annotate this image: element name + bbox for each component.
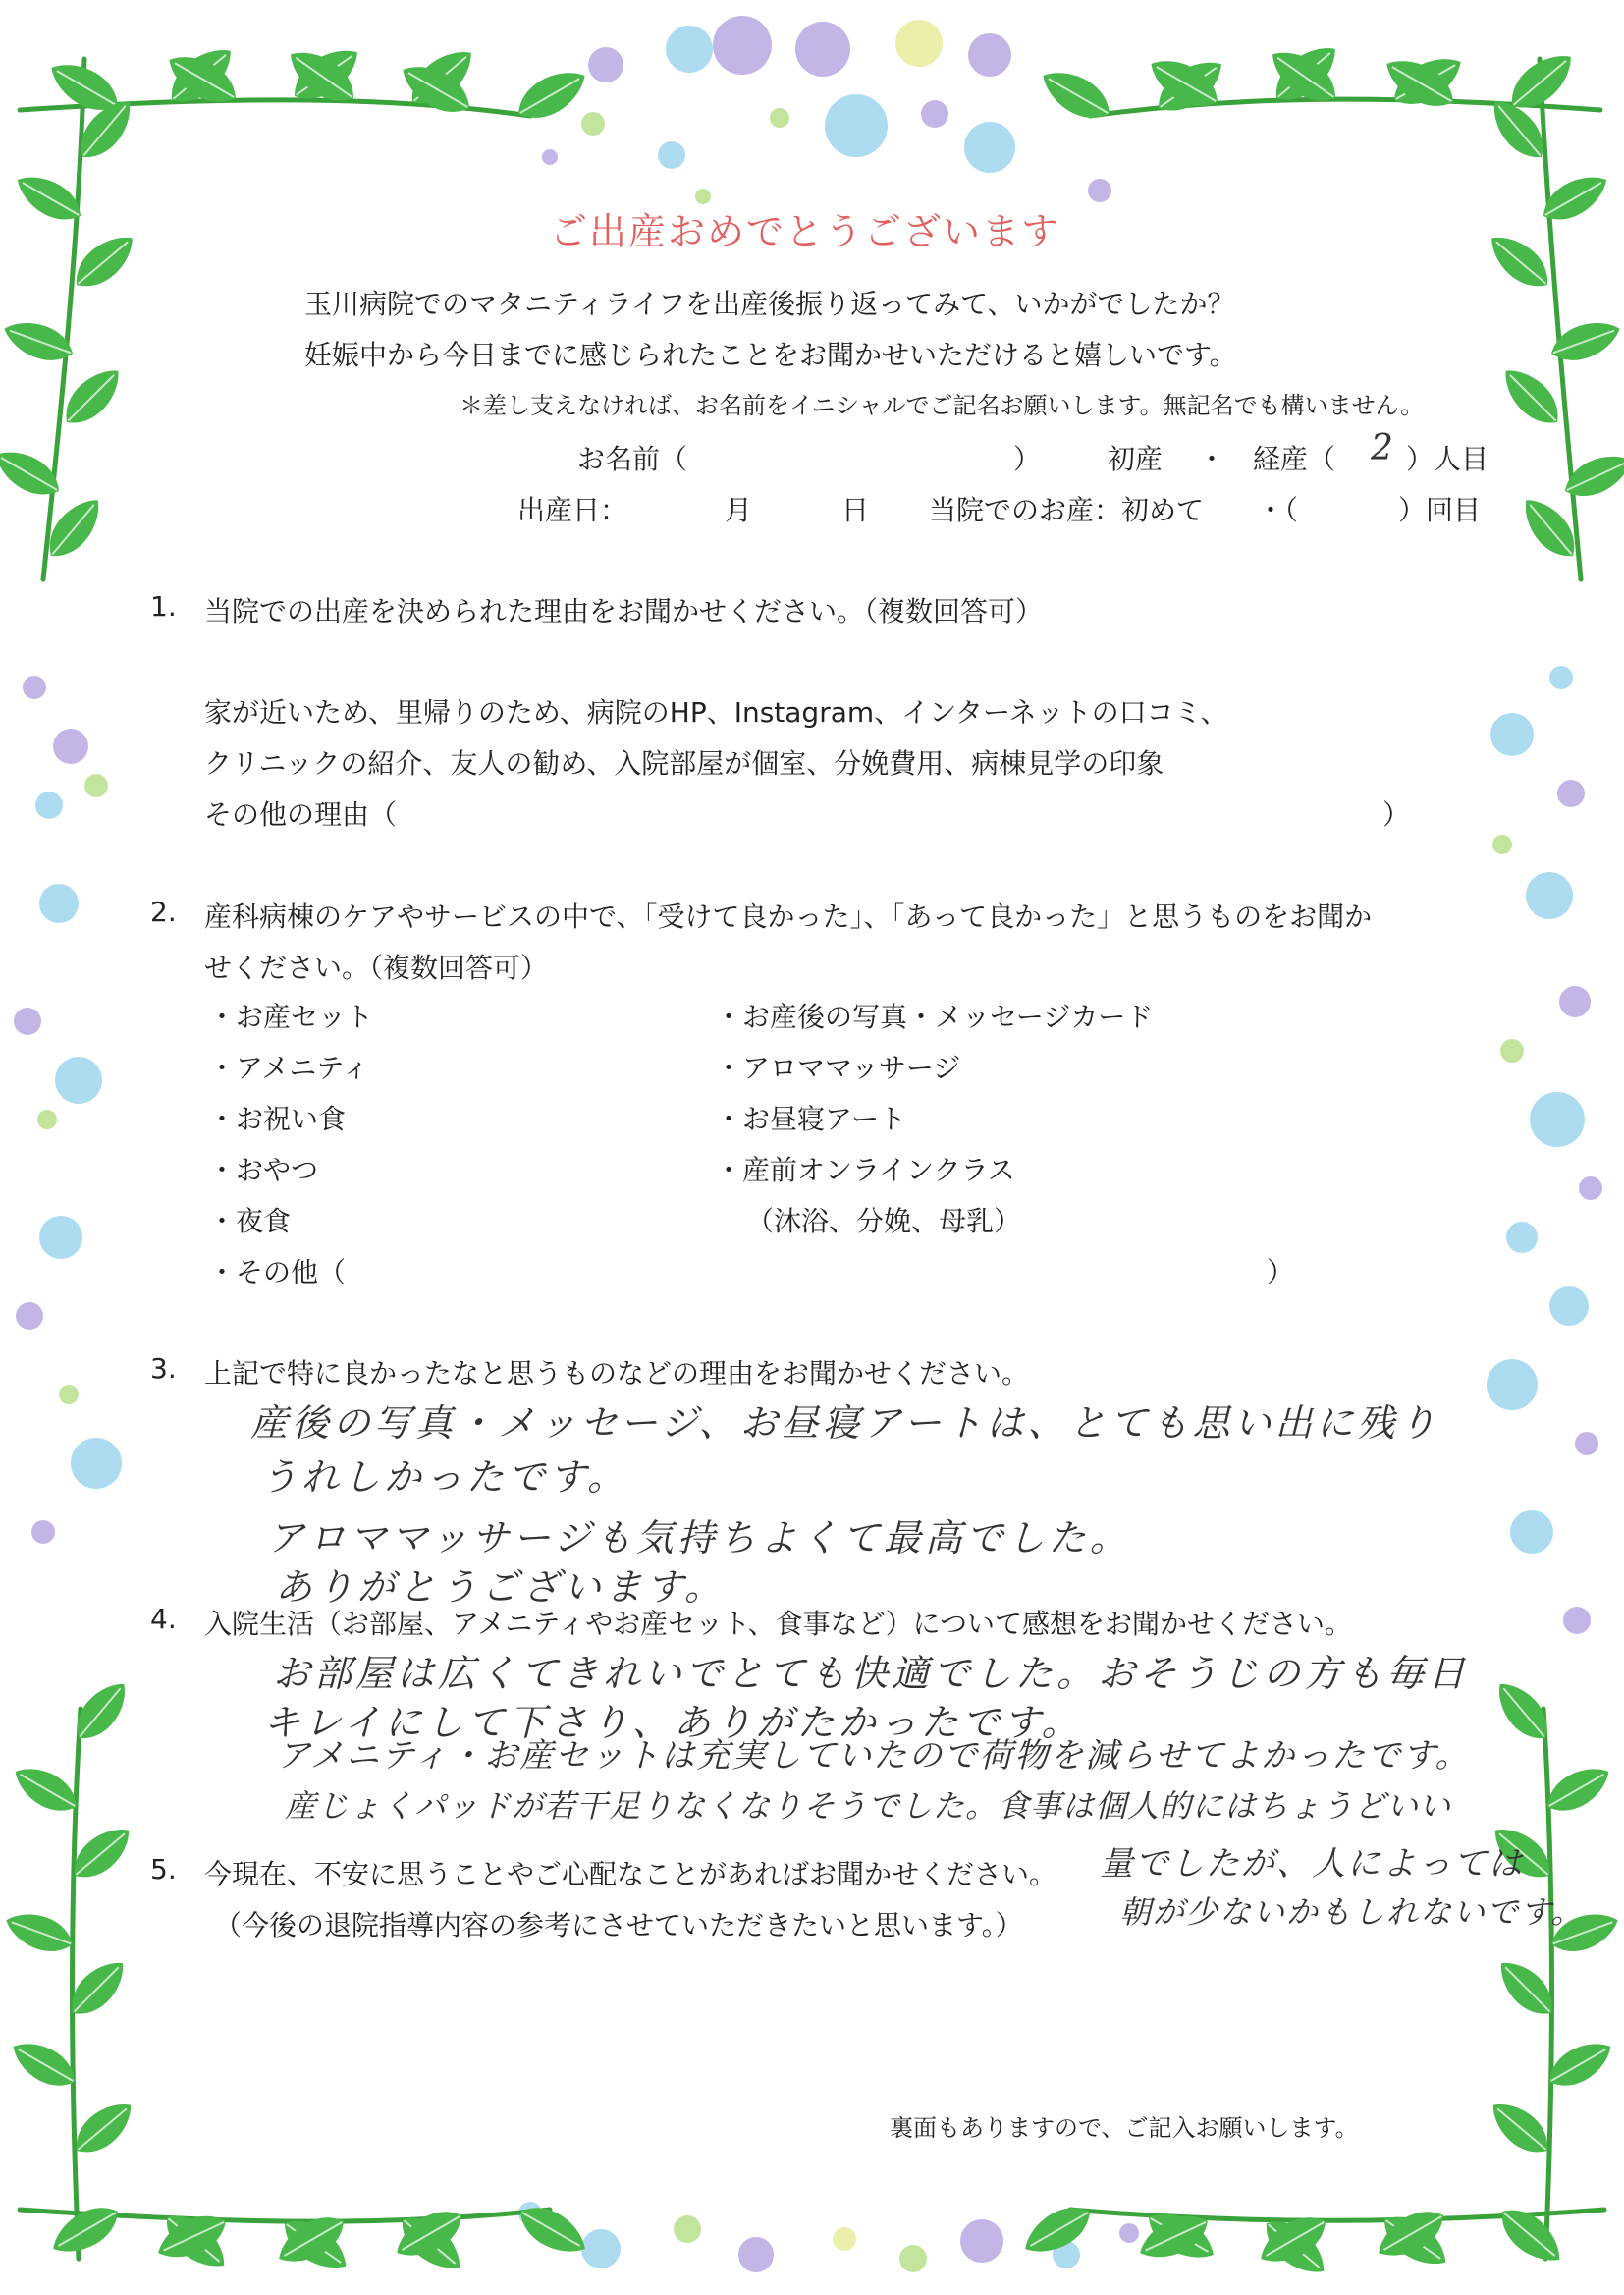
first-birth-option: 初産	[1108, 443, 1164, 475]
q3-number: 3.	[150, 1352, 177, 1385]
q2-option-photo-card: ・お産後の写真・メッセージカード	[715, 1001, 1154, 1033]
q2-option-celebration-meal: ・お祝い食	[208, 1103, 347, 1135]
page-title: ご出産おめでとうございます	[550, 210, 1061, 253]
q2-option-other: ・その他（	[208, 1256, 347, 1288]
birth-count-suffix: ）回目	[1398, 494, 1482, 526]
dot-separator: ・	[1198, 443, 1226, 475]
q2-option-amenity: ・アメニティ	[208, 1052, 370, 1084]
multipara-label: 経産（	[1253, 443, 1336, 475]
q5-question-line-2: （今後の退院指導内容の参考にさせていただきたいと思います。）	[214, 1909, 1023, 1941]
q3-answer-line-1: 産後の写真・メッセージ、お昼寝アートは、とても思い出に残り	[250, 1401, 1440, 1445]
q1-number: 1.	[150, 590, 177, 623]
q2-option-night-meal: ・夜食	[208, 1205, 292, 1237]
name-close: ）	[1013, 443, 1042, 475]
intro-line-2: 妊娠中から今日までに感じられたことをお聞かせいただけると嬉しいです。	[304, 339, 1237, 371]
multipara-suffix: ）人目	[1406, 443, 1489, 475]
birth-date-label: 出産日：	[517, 494, 628, 526]
q2-option-snack: ・おやつ	[208, 1154, 319, 1186]
q1-other-close: ）	[1382, 798, 1411, 831]
q4-answer-line-1: お部屋は広くてきれいでとても快適でした。おそうじの方も毎日	[273, 1652, 1470, 1695]
hospital-birth-label: 当院でのお産：初めて	[929, 494, 1205, 526]
q1-options-line-1: 家が近いため、里帰りのため、病院のHP、Instagram、インターネットの口コミ、	[204, 696, 1228, 729]
q4-question: 入院生活（お部屋、アメニティやお産セット、食事など）について感想をお聞かせください。	[204, 1608, 1353, 1640]
q5-question-line-1: 今現在、不安に思うことやご心配なことがあればお聞かせください。	[204, 1858, 1057, 1890]
q1-options-line-2: クリニックの紹介、友人の勧め、入院部屋が個室、分娩費用、病棟見学の印象	[204, 747, 1164, 780]
q2-option-other-close: ）	[1267, 1256, 1295, 1288]
q3-question: 上記で特に良かったなと思うものなどの理由をお聞かせください。	[204, 1357, 1030, 1390]
birth-month-label: 月	[725, 494, 753, 526]
q2-question-line-1: 産科病棟のケアやサービスの中で、「受けて良かった」、「あって良かった」と思うものをお聞か	[204, 901, 1373, 933]
q3-answer-line-2: うれしかったです。	[260, 1455, 628, 1499]
q2-option-birth-set: ・お産セット	[208, 1001, 374, 1033]
q1-other-label: その他の理由（	[204, 798, 398, 831]
q5-number: 5.	[150, 1853, 177, 1885]
name-label: お名前（	[577, 443, 688, 475]
q1-question: 当院での出産を決められた理由をお聞かせください。（複数回答可）	[204, 595, 1044, 628]
q4-answer-line-2: キレイにして下さり、ありがたかったです。	[263, 1701, 1083, 1744]
q4-answer-line-4: 産じょくパッドが若干足りなくなりそうでした。食事は個人的にはちょうどいい	[285, 1787, 1452, 1825]
birth-count-open: ・（	[1257, 494, 1299, 526]
q2-option-aroma-massage: ・アロママッサージ	[715, 1052, 961, 1084]
q4-answer-line-3: アメニティ・お産セットは充実していたので荷物を減らせてよかったです。	[277, 1736, 1471, 1776]
intro-line-1: 玉川病院でのマタニティライフを出産後振り返ってみて、いかがでしたか？	[304, 288, 1235, 320]
q2-question-line-2: せください。（複数回答可）	[204, 952, 549, 984]
footer-note: 裏面もありますので、ご記入お願いします。	[890, 2114, 1359, 2142]
q4-answer-line-6: 朝が少ないかもしれないです。	[1119, 1893, 1585, 1931]
multipara-handwritten-value: 2	[1371, 428, 1397, 468]
q4-answer-line-5: 量でしたが、人によっては	[1100, 1844, 1524, 1884]
q3-answer-line-3: アロママッサージも気持ちよくて最高でした。	[267, 1516, 1131, 1559]
q2-option-online-class-detail: （沐浴、分娩、母乳）	[746, 1205, 1022, 1237]
intro-note: ＊差し支えなければ、お名前をイニシャルでご記名お願いします。無記名でも構いません。	[460, 392, 1425, 419]
q2-number: 2.	[150, 896, 177, 928]
birth-day-label: 日	[841, 494, 870, 526]
q3-answer-line-4: ありがとうございます。	[275, 1565, 726, 1609]
q2-option-nap-art: ・お昼寝アート	[715, 1103, 907, 1135]
q2-option-online-class: ・産前オンラインクラス	[715, 1154, 1015, 1186]
q4-number: 4.	[150, 1603, 177, 1635]
